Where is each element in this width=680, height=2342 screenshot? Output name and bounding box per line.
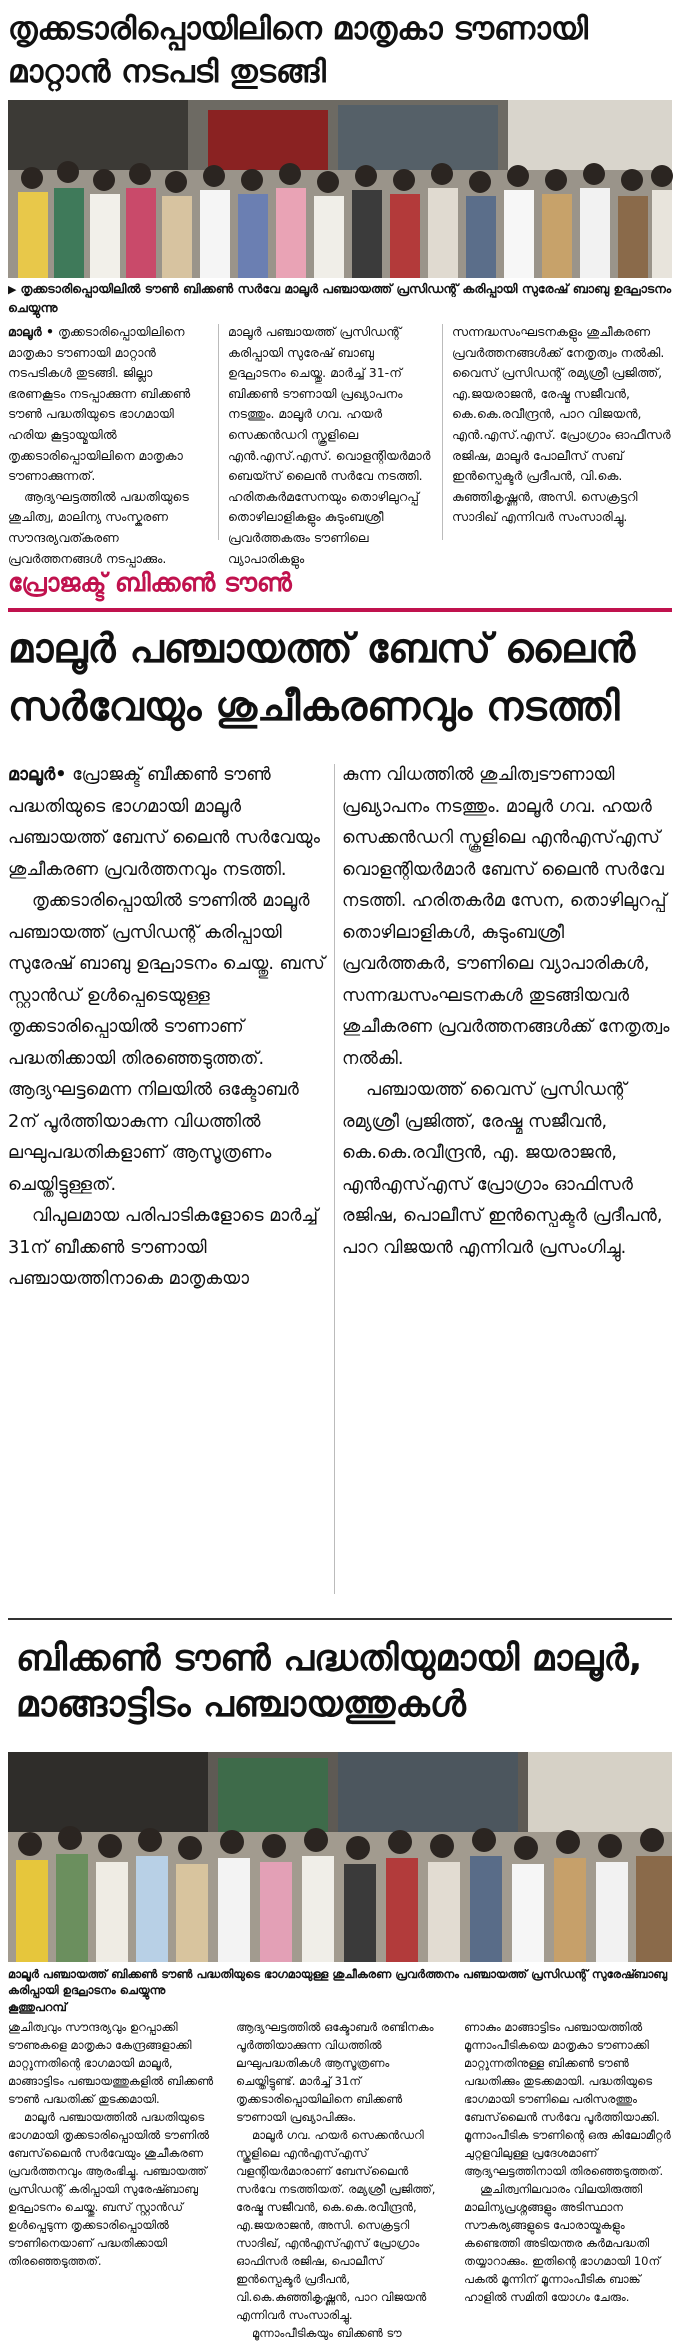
- headline: മാലൂർ പഞ്ചായത്ത് ബേസ് ലൈൻ സർവേയും ശുചീകരണവും നടത്തി: [8, 626, 636, 730]
- paragraph: ണാകും മാങ്ങാട്ടിടം പഞ്ചായത്തിൽ മൂന്നാംപീടികയെ മാതൃകാ ടൗണാക്കി മാറ്റുന്നതിനുള്ള ബിക്കൺ ടൗൺ പദ്ധതിക്കും തുടക്കമായി. പദ്ധതിയുടെ ഭാഗമായി ടൗണിലെ പരിസരത്തും ബേസ്‌ലൈൻ സർവേ പൂർത്തിയാക്കി. മൂന്നാംപീടിക ടൗണിന്റെ ഒരു കിലോമീറ്റർ ചുറ്റളവിലുള്ള പ്രദേശമാണ് ആദ്യഘട്ടത്തിനായി തിരഞ്ഞെടുത്തത്.: [464, 2020, 671, 2178]
- article-beacon-town-model: [0, 0, 680, 566]
- byline: കൂത്തുപറമ്പ്: [8, 2000, 67, 2014]
- column-rule: [218, 324, 219, 540]
- column-2: [228, 322, 432, 569]
- column-3: [464, 2018, 672, 2306]
- paragraph: ശുചിത്വവും സൗന്ദര്യവും ഉറപ്പാക്കി ടൗണുകളെ മാതൃകാ കേന്ദ്രങ്ങളാക്കി മാറ്റുന്നതിന്റെ ഭാഗമായി മാലൂർ, മാങ്ങാട്ടിടം പഞ്ചായത്തുകളിൽ ബിക്കൺ ടൗൺ പദ്ധതിക്ക് തുടക്കമായി.: [8, 2020, 214, 2106]
- paragraph-text: തൃക്കടാരിപ്പൊയിലിനെ മാതൃകാ ടൗണായി മാറ്റാൻ നടപടികൾ തുടങ്ങി. ജില്ലാ ഭരണകൂടം നടപ്പാക്കുന്ന ബിക്കൺ ടൗൺ പദ്ധതിയുടെ ഭാഗമായി ഹരിയ കൂട്ടായ്മയിൽ തൃക്കടാരിപ്പൊയിലിനെ മാതൃകാ ടൗണാക്കുന്നത്.: [8, 324, 191, 484]
- paragraph: മാലൂർ ഗവ. ഹയർ സെക്കൻഡറി സ്കൂളിലെ എൻഎസ്എസ് വളന്റിയർമാരാണ് ബേസ്‌ലൈൻ സർവേ നടത്തിയത്. രമ്യശ്രീ പ്രജിത്ത്, രേഷ്മ സജീവൻ, കെ.കെ.രവീന്ദ്രൻ, എ.ജയരാജൻ, അസി. സെക്രട്ടറി സാദിഖ്, എൻഎസ്എസ് പ്രോഗ്രാം ഓഫിസർ രജിഷ, പൊലീസ് ഇൻസ്പെക്ടർ പ്രദീപൻ, വി.കെ.കുഞ്ഞികൃഷ്ണൻ, പാറ വിജയൻ എന്നിവർ സംസാരിച്ചു.: [236, 2128, 436, 2322]
- column-1: [8, 322, 208, 569]
- column-2: [236, 2018, 446, 2342]
- headline: തൃക്കടാരിപ്പൊയിലിനെ മാതൃകാ ടൗണായി മാറ്റാൻ നടപടി തുടങ്ങി: [8, 11, 589, 90]
- paragraph: മൂന്നാംപീടികയും ബിക്കൺ ടൗ: [252, 2326, 402, 2340]
- paragraph: [8, 322, 208, 487]
- paragraph: ആദ്യഘട്ടത്തിൽ പദ്ധതിയുടെ ശുചിത്വ, മാലിന്യ സംസ്കരണ സൗന്ദര്യവത്കരണ പ്രവർത്തനങ്ങൾ നടപ്പാക്കും.: [8, 488, 189, 566]
- paragraph: [8, 760, 326, 886]
- photo-group-inauguration: [8, 100, 672, 278]
- column-1: [8, 2018, 218, 2270]
- play-triangle-icon: ▶: [8, 283, 17, 296]
- paragraph-text: പ്രോജക്ട് ബീക്കൺ ടൗൺ പദ്ധതിയുടെ ഭാഗമായി മാലൂർ പഞ്ചായത്ത് ബേസ് ലൈൻ സർവേയും ശുചീകരണ പ്രവർത്തനവും നടത്തി.: [8, 765, 321, 880]
- paragraph: ശുചിത്വനിലവാരം വിലയിരുത്തി മാലിന്യപ്രശ്നങ്ങളും അടിസ്ഥാന സൗകര്യങ്ങളുടെ പോരായ്മകളും കണ്ടെത്തി അടിയന്തര കർമപദ്ധതി തയ്യാറാക്കും. ഇതിന്റെ ഭാഗമായി 10ന് പകൽ മൂന്നിന് മൂന്നാംപീടിക ബാങ്ക് ഹാളിൽ സമിതി യോഗം ചേരും.: [464, 2182, 661, 2304]
- article-malur-mangattidam: [0, 1620, 680, 2340]
- section-tag: പ്രോജക്ട് ബിക്കൺ ടൗൺ: [8, 568, 292, 597]
- headline: ബിക്കൺ ടൗൺ പദ്ധതിയുമായി മാലൂർ, മാങ്ങാട്ടിടം പഞ്ചായത്തുകൾ: [16, 1638, 643, 1725]
- paragraph: സന്നദ്ധസംഘടനകളും ശുചീകരണ പ്രവർത്തനങ്ങൾക്ക് നേതൃത്വം നൽകി. വൈസ് പ്രസിഡന്റ് രമ്യശ്രീ പ്രജിത്ത്, എ.ജയരാജൻ, രേഷ്മ സജീവൻ, കെ.കെ.രവീന്ദ്രൻ, പാറ വിജയൻ, എൻ.എസ്.എസ്. പ്രോഗ്രാം ഓഫീസർ രജിഷ, മാലൂർ പോലീസ് സബ് ഇൻസ്പെക്ടർ പ്രദീപൻ, വി.കെ. കുഞ്ഞികൃഷ്ണൻ, അസി. സെക്രട്ടറി സാദിഖ് എന്നിവർ സംസാരിച്ചു.: [452, 324, 671, 525]
- photo-cleaning-drive: [8, 1752, 672, 1962]
- paragraph: മാലൂർ പഞ്ചായത്ത് പ്രസിഡന്റ് കരിപ്പായി സുരേഷ് ബാബു ഉദ്ഘാടനം ചെയ്തു. മാർച്ച് 31-ന് ബിക്കൺ ടൗണായി പ്രഖ്യാപനം നടത്തും. മാലൂർ ഗവ. ഹയർ സെക്കൻഡറി സ്കൂളിലെ എൻ.എസ്.എസ്. വൊളന്റിയർമാർ ബെയ്സ് ലൈൻ സർവേ നടത്തി. ഹരിതകർമസേനയും തൊഴിലുറപ്പ് തൊഴിലാളികളും കുടുംബശ്രീ പ്രവർത്തകരും ടൗണിലെ വ്യാപാരികളും: [228, 324, 431, 566]
- column-rule: [334, 764, 335, 1594]
- photo-caption: മാലൂർ പഞ്ചായത്ത് ബിക്കൺ ടൗൺ പദ്ധതിയുടെ ഭാഗമായുള്ള ശുചീകരണ പ്രവർത്തനം പഞ്ചായത്ത് പ്രസിഡന്റ് സുരേഷ്ബാബു കരിപ്പായി ഉദ്ഘാടനം ചെയ്യുന്നു: [8, 1967, 668, 1997]
- section-tag-rule: [8, 608, 672, 612]
- paragraph: ആദ്യഘട്ടത്തിൽ ഒക്ടോബർ രണ്ടിനകം പൂർത്തിയാക്കുന്ന വിധത്തിൽ ലഘുപദ്ധതികൾ ആസൂത്രണം ചെയ്തിട്ടുണ്ട്. മാർച്ച് 31ന് തൃക്കടാരിപ്പൊയിലിനെ ബിക്കൺ ടൗണായി പ്രഖ്യാപിക്കും.: [236, 2020, 434, 2124]
- paragraph: വിപുലമായ പരിപാടികളോടെ മാർച്ച് 31ന് ബീക്കൺ ടൗണായി പഞ്ചായത്തിനാകെ മാതൃകയാ: [8, 1206, 319, 1289]
- paragraph: തൃക്കടാരിപ്പൊയിൽ ടൗണിൽ മാലൂർ പഞ്ചായത്ത് പ്രസിഡന്റ് കരിപ്പായി സുരേഷ് ബാബു ഉദ്ഘാടനം ചെയ്തു. ബസ് സ്റ്റാൻഡ് ഉൾപ്പെടെയുള്ള തൃക്കടാരിപ്പൊയിൽ ടൗണാണ് പദ്ധതിക്കായി തിരഞ്ഞെടുത്തത്. ആദ്യഘട്ടമെന്ന നിലയിൽ ഒക്ടോബർ 2ന് പൂർത്തിയാകുന്ന വിധത്തിൽ ലഘുപദ്ധതികളാണ് ആസൂത്രണം ചെയ്തിട്ടുള്ളത്.: [8, 891, 325, 1195]
- paragraph: കുന്ന വിധത്തിൽ ശുചിത്വടൗണായി പ്രഖ്യാപനം നടത്തും. മാലൂർ ഗവ. ഹയർ സെക്കൻഡറി സ്കൂളിലെ എൻഎസ്എസ് വൊളന്റിയർമാർ ബേസ് ലൈൻ സർവേ നടത്തി. ഹരിതകർമ സേന, തൊഴിലുറപ്പ് തൊഴിലാളികൾ, കുടുംബശ്രീ പ്രവർത്തകർ, ടൗണിലെ വ്യാപാരികൾ, സന്നദ്ധസംഘടനകൾ തുടങ്ങിയവർ ശുചീകരണ പ്രവർത്തനങ്ങൾക്ക് നേതൃത്വം നൽകി.: [342, 765, 670, 1069]
- column-2: [342, 760, 672, 1264]
- photo-illustration: [8, 100, 672, 278]
- column-rule: [442, 324, 443, 540]
- paragraph: മാലൂർ പഞ്ചായത്തിൽ പദ്ധതിയുടെ ഭാഗമായി തൃക്കടാരിപ്പൊയിൽ ടൗണിൽ ബേസ്‌ലൈൻ സർവേയും ശുചീകരണ പ്രവർത്തനവും ആരംഭിച്ചു. പഞ്ചായത്ത് പ്രസിഡന്റ് കരിപ്പായി സുരേഷ്ബാബു ഉദ്ഘാടനം ചെയ്തു. ബസ് സ്റ്റാൻഡ് ഉൾപ്പെടുന്ന തൃക്കടാരിപ്പൊയിൽ ടൗണിനെയാണ് പദ്ധതിക്കായി തിരഞ്ഞെടുത്തത്.: [8, 2110, 210, 2268]
- photo-caption: [8, 280, 672, 317]
- photo-illustration: [8, 1752, 672, 1962]
- caption-text: തൃക്കടാരിപ്പൊയിലിൽ ടൗൺ ബിക്കൺ സർവേ മാലൂർ പഞ്ചായത്ത് പ്രസിഡന്റ് കരിപ്പായി സുരേഷ് ബാബു ഉദ്ഘാടനം ചെയ്യുന്നു: [8, 281, 672, 315]
- dateline: മാലൂർ •: [8, 324, 54, 339]
- dateline: മാലൂർ•: [8, 765, 67, 785]
- paragraph: പഞ്ചായത്ത് വൈസ് പ്രസിഡന്റ് രമ്യശ്രീ പ്രജിത്ത്, രേഷ്മ സജീവൻ, കെ.കെ.രവീന്ദ്രൻ, എ. ജയരാജൻ, എൻഎസ്എസ് പ്രോഗ്രാം ഓഫിസർ രജിഷ, പൊലീസ് ഇൻസ്പെക്ടർ പ്രദീപൻ, പാറ വിജയൻ എന്നിവർ പ്രസംഗിച്ചു.: [342, 1080, 663, 1258]
- column-1: [8, 760, 326, 1296]
- column-3: [452, 322, 672, 528]
- article-baseline-survey: [0, 554, 680, 1620]
